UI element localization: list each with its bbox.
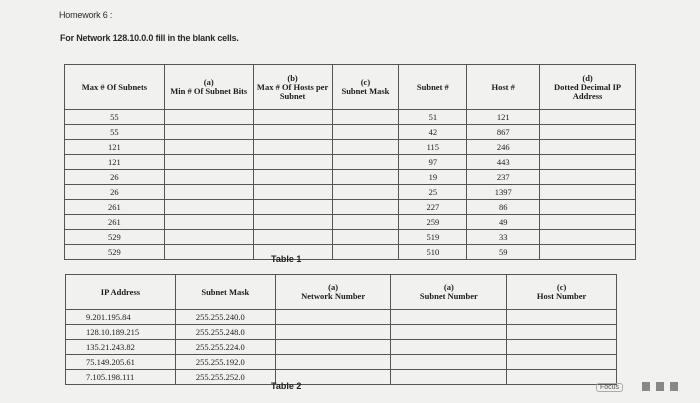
subnet-mask-cell: 255.255.252.0 (175, 370, 275, 385)
blank-cell[interactable] (164, 140, 253, 155)
blank-cell[interactable] (164, 200, 253, 215)
table1-header-3 (332, 65, 399, 110)
header-letter: (b) (287, 72, 298, 83)
header-label: Min # Of Subnet Bits (170, 86, 248, 96)
max-subnets-cell: 261 (65, 200, 165, 215)
blank-cell[interactable] (540, 230, 636, 245)
blank-cell[interactable] (507, 355, 617, 370)
blank-cell[interactable] (391, 310, 507, 325)
blank-cell[interactable] (540, 185, 636, 200)
max-subnets-cell: 55 (65, 110, 165, 125)
blank-cell[interactable] (540, 125, 636, 140)
max-subnets-cell: 529 (65, 245, 165, 260)
blank-cell[interactable] (332, 110, 399, 125)
subnet-number-cell: 51 (399, 110, 467, 125)
blank-cell[interactable] (253, 140, 332, 155)
blank-cell[interactable] (332, 200, 399, 215)
host-number-cell: 1397 (467, 185, 540, 200)
table-row (66, 310, 617, 325)
blank-cell[interactable] (332, 155, 399, 170)
blank-cell[interactable] (332, 140, 399, 155)
blank-cell[interactable] (391, 340, 507, 355)
table2-header-0 (66, 275, 176, 310)
max-subnets-cell: 121 (65, 140, 165, 155)
table-row (65, 230, 636, 245)
table1-header-2 (253, 65, 332, 110)
table1-header-0 (65, 65, 165, 110)
blank-cell[interactable] (164, 170, 253, 185)
host-number-cell: 49 (467, 215, 540, 230)
blank-cell[interactable] (540, 155, 636, 170)
table-1-caption: Table 1 (271, 254, 302, 264)
taskbar-icon[interactable] (670, 382, 678, 391)
blank-cell[interactable] (391, 355, 507, 370)
blank-cell[interactable] (164, 230, 253, 245)
blank-cell[interactable] (540, 200, 636, 215)
table1-header-1 (164, 65, 253, 110)
blank-cell[interactable] (540, 215, 636, 230)
blank-cell[interactable] (275, 355, 391, 370)
table-1 (64, 64, 636, 260)
subnet-mask-cell: 255.255.224.0 (175, 340, 275, 355)
subnet-number-cell: 227 (399, 200, 467, 215)
subnet-number-cell: 42 (399, 125, 467, 140)
header-letter: (a) (443, 282, 454, 292)
header-label: Host Number (536, 291, 587, 301)
blank-cell[interactable] (332, 215, 399, 230)
blank-cell[interactable] (164, 245, 253, 260)
header-label: Subnet Mask (341, 86, 390, 96)
blank-cell[interactable] (253, 170, 332, 185)
table2-header-2 (275, 275, 391, 310)
table-row (65, 245, 636, 260)
blank-cell[interactable] (540, 170, 636, 185)
subnet-mask-cell: 255.255.248.0 (175, 325, 275, 340)
header-label: Max # Of Subnets (81, 81, 148, 92)
ip-address-cell: 7.105.198.111 (66, 370, 176, 385)
header-label: Dotted Decimal IP Address (554, 81, 622, 101)
table-row (65, 125, 636, 140)
max-subnets-cell: 26 (65, 185, 165, 200)
table2-header-3 (391, 275, 507, 310)
table-row (65, 110, 636, 125)
host-number-cell: 237 (467, 170, 540, 185)
header-letter: (a) (328, 282, 339, 292)
focus-button[interactable]: Focus (596, 383, 623, 392)
header-label: Subnet Mask (201, 286, 250, 297)
host-number-cell: 86 (467, 200, 540, 215)
blank-cell[interactable] (332, 170, 399, 185)
max-subnets-cell: 26 (65, 170, 165, 185)
subnet-number-cell: 19 (399, 170, 467, 185)
max-subnets-cell: 529 (65, 230, 165, 245)
subnet-number-cell: 519 (399, 230, 467, 245)
header-label: Subnet Number (419, 291, 478, 301)
host-number-cell: 33 (467, 230, 540, 245)
subnet-mask-cell: 255.255.192.0 (175, 355, 275, 370)
subnet-number-cell: 115 (399, 140, 467, 155)
blank-cell[interactable] (275, 340, 391, 355)
blank-cell[interactable] (540, 245, 636, 260)
table-row (65, 185, 636, 200)
header-label: IP Address (100, 286, 141, 297)
max-subnets-cell: 121 (65, 155, 165, 170)
blank-cell[interactable] (253, 110, 332, 125)
blank-cell[interactable] (164, 185, 253, 200)
table-row (66, 340, 617, 355)
header-label: Host # (491, 81, 515, 92)
header-letter: (c) (360, 77, 371, 87)
ip-address-cell: 128.10.189.215 (66, 325, 176, 340)
blank-cell[interactable] (253, 230, 332, 245)
blank-cell[interactable] (391, 370, 507, 385)
subnet-number-cell: 25 (399, 185, 467, 200)
instruction-text: For Network 128.10.0.0 fill in the blank cells. (60, 33, 239, 43)
table2-header-1 (175, 275, 275, 310)
ip-address-cell: 9.201.195.84 (66, 310, 176, 325)
ip-address-cell: 75.149.205.61 (66, 355, 176, 370)
table1-header-5 (467, 65, 540, 110)
table-row (65, 140, 636, 155)
header-label: Network Number (301, 291, 366, 301)
header-label: Subnet # (416, 81, 449, 92)
table2-header-4 (507, 275, 617, 310)
max-subnets-cell: 55 (65, 125, 165, 140)
blank-cell[interactable] (253, 215, 332, 230)
blank-cell[interactable] (332, 125, 399, 140)
blank-cell[interactable] (253, 200, 332, 215)
blank-cell[interactable] (253, 155, 332, 170)
host-number-cell: 121 (467, 110, 540, 125)
blank-cell[interactable] (164, 110, 253, 125)
blank-cell[interactable] (332, 245, 399, 260)
header-letter: (d) (582, 72, 593, 83)
blank-cell[interactable] (507, 310, 617, 325)
header-label: Max # Of Hosts per Subnet (256, 81, 329, 101)
table-row (65, 215, 636, 230)
blank-cell[interactable] (275, 325, 391, 340)
table1-header-6 (540, 65, 636, 110)
blank-cell[interactable] (391, 325, 507, 340)
table1-header-4 (399, 65, 467, 110)
host-number-cell: 246 (467, 140, 540, 155)
max-subnets-cell: 261 (65, 215, 165, 230)
blank-cell[interactable] (332, 230, 399, 245)
table-row (66, 325, 617, 340)
host-number-cell: 59 (467, 245, 540, 260)
blank-cell[interactable] (507, 340, 617, 355)
blank-cell[interactable] (164, 125, 253, 140)
host-number-cell: 443 (467, 155, 540, 170)
blank-cell[interactable] (253, 185, 332, 200)
ip-address-cell: 135.21.243.82 (66, 340, 176, 355)
blank-cell[interactable] (253, 125, 332, 140)
host-number-cell: 867 (467, 125, 540, 140)
header-letter: (a) (203, 77, 214, 87)
blank-cell[interactable] (540, 140, 636, 155)
blank-cell[interactable] (164, 155, 253, 170)
blank-cell[interactable] (275, 310, 391, 325)
taskbar-icon[interactable] (642, 382, 650, 391)
table-row (65, 200, 636, 215)
header-letter: (c) (556, 282, 567, 292)
table-row (66, 355, 617, 370)
blank-cell[interactable] (507, 325, 617, 340)
subnet-number-cell: 259 (399, 215, 467, 230)
subnet-mask-cell: 255.255.240.0 (175, 310, 275, 325)
table-row (66, 370, 617, 385)
taskbar-icon[interactable] (656, 382, 664, 391)
table-row (65, 170, 636, 185)
table-2-caption: Table 2 (271, 381, 302, 391)
blank-cell[interactable] (164, 215, 253, 230)
table-2 (65, 274, 617, 385)
table-row (65, 155, 636, 170)
blank-cell[interactable] (332, 185, 399, 200)
subnet-number-cell: 97 (399, 155, 467, 170)
blank-cell[interactable] (540, 110, 636, 125)
subnet-number-cell: 510 (399, 245, 467, 260)
homework-title: Homework 6 : (59, 10, 113, 20)
